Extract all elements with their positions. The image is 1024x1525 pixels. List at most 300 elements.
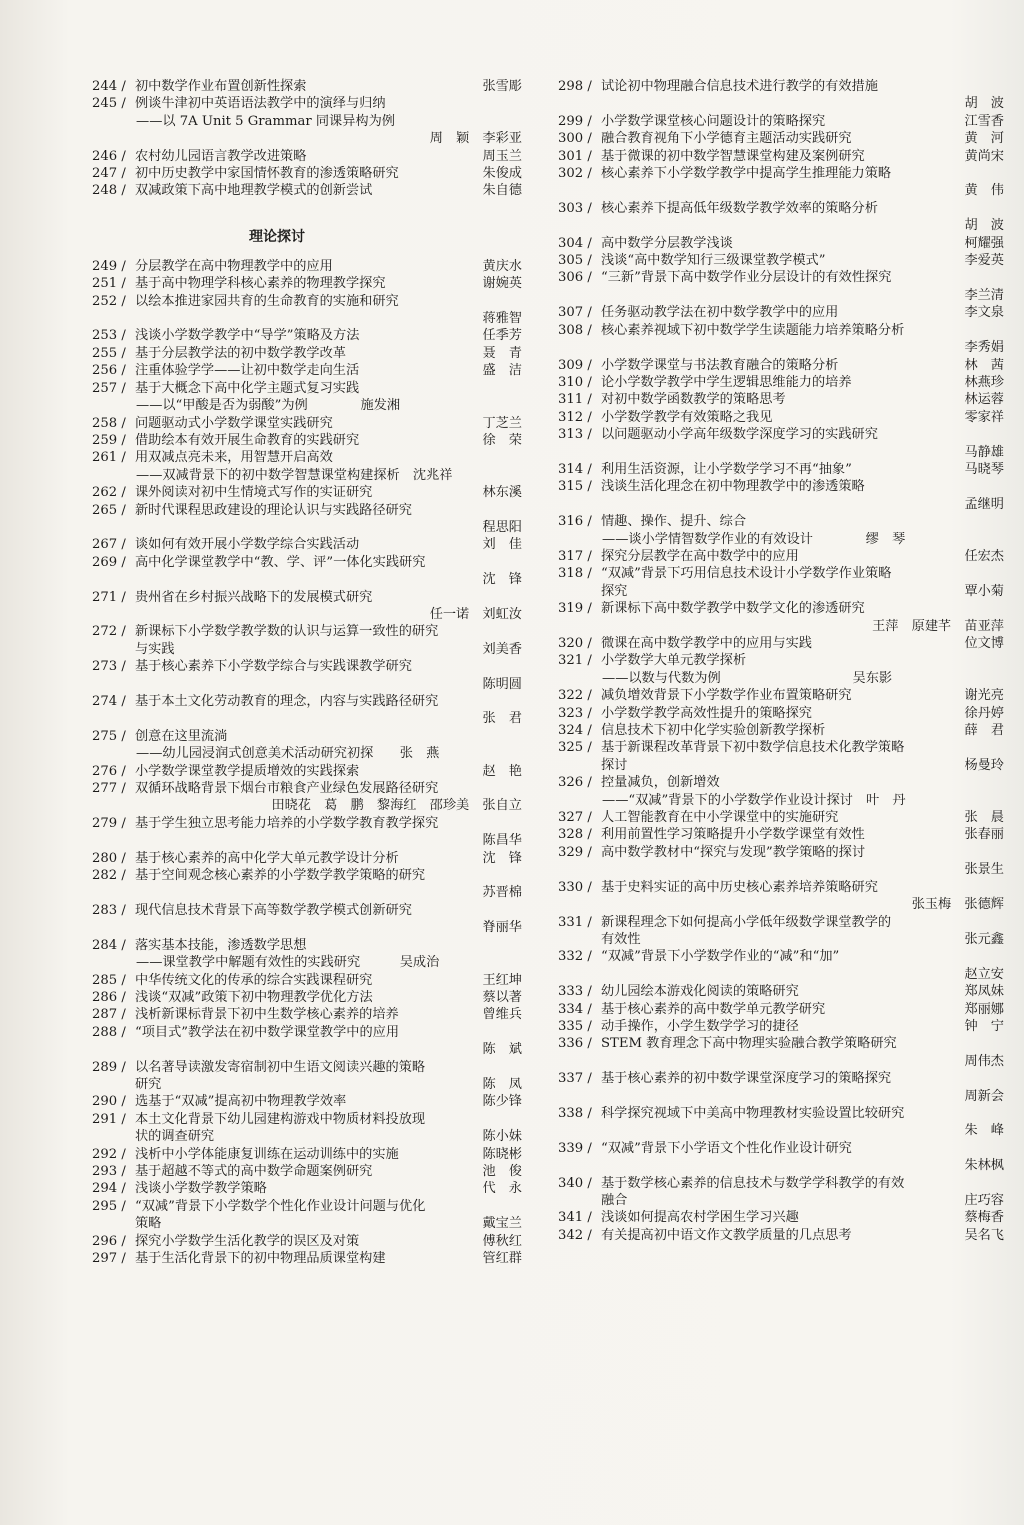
index-entry xyxy=(558,826,1004,843)
entry-title: 动手操作，小学生数学学习的捷径 xyxy=(601,1018,799,1034)
entry-number: 316 / xyxy=(558,514,592,530)
entry-row xyxy=(558,357,1004,374)
index-entry xyxy=(92,1180,522,1197)
entry-author: 朱林枫 xyxy=(964,1158,1004,1174)
entry-author: 江雪香 xyxy=(964,113,1004,129)
entry-title: 浅谈小学数学教学策略 xyxy=(135,1181,267,1197)
entry-number: 256 / xyxy=(92,363,126,379)
entry-author: 李秀娟 xyxy=(964,340,1004,356)
entry-author: 柯耀强 xyxy=(964,235,1004,251)
index-entry xyxy=(558,113,1004,130)
index-entry xyxy=(92,415,522,432)
entry-row xyxy=(558,722,1004,739)
entry-title: 贵州省在乡村振兴战略下的发展模式研究 xyxy=(135,589,373,605)
entry-author: 陈明圆 xyxy=(482,676,522,692)
entry-title: 选基于“双减”提高初中物理教学效率 xyxy=(135,1094,347,1110)
index-entry xyxy=(558,652,1004,687)
entry-number: 325 / xyxy=(558,740,592,756)
entry-author: 马晓琴 xyxy=(964,461,1004,477)
index-entry xyxy=(558,461,1004,478)
entry-row xyxy=(92,415,522,432)
index-entry xyxy=(92,1111,522,1146)
entry-title: 新时代课程思政建设的理论认识与实践路径研究 xyxy=(135,502,412,518)
entry-title: 以问题驱动小学高年级数学深度学习的实践研究 xyxy=(601,427,878,443)
entry-title: 基于空间观念核心素养的小学数学教学策略的研究 xyxy=(135,868,426,884)
entry-title: 探讨 xyxy=(601,757,628,773)
index-entry xyxy=(558,513,1004,548)
right-entries xyxy=(558,78,1004,1244)
entry-row xyxy=(558,1001,1004,1018)
entry-number: 282 / xyxy=(92,868,126,884)
entry-number: 272 / xyxy=(92,624,126,640)
entry-row xyxy=(92,165,522,182)
entry-title: 核心素养下提高低年级数学教学效率的策略分析 xyxy=(601,200,878,216)
entry-subtitle: ——谈小学情智数学作业的有效设计 缪 琴 xyxy=(602,531,906,547)
entry-number: 312 / xyxy=(558,409,592,425)
entry-title: 以绘本推进家园共育的生命教育的实施和研究 xyxy=(135,293,399,309)
entry-row xyxy=(558,983,1004,1000)
entry-row xyxy=(92,484,522,501)
entry-author: 苏晋棉 xyxy=(482,885,522,901)
entry-row xyxy=(92,380,522,397)
entry-title: 用双减点亮未来，用智慧开启高效 xyxy=(135,450,333,466)
entry-author: 代 永 xyxy=(482,1181,522,1197)
index-entry xyxy=(92,484,522,501)
entry-author: 张 君 xyxy=(482,711,522,727)
entry-row xyxy=(92,1093,522,1110)
entry-title: “双减”背景下巧用信息技术设计小学数学作业策略 xyxy=(601,566,892,582)
entry-title: 小学数学教学有效策略之我见 xyxy=(601,409,773,425)
entry-row xyxy=(558,426,1004,443)
entry-author: 傅秋红 xyxy=(482,1233,522,1249)
entry-author: 脊丽华 xyxy=(482,920,522,936)
entry-title: “项目式”教学法在初中数学课堂教学中的应用 xyxy=(135,1024,400,1040)
entry-author: 马静雄 xyxy=(964,444,1004,460)
index-entry xyxy=(92,623,522,658)
entry-title: 小学数学课堂核心问题设计的策略探究 xyxy=(601,113,826,129)
entry-number: 271 / xyxy=(92,589,126,605)
entry-title: 现代信息技术背景下高等数学教学模式创新研究 xyxy=(135,902,412,918)
entry-row xyxy=(92,1076,522,1093)
entry-author: 朱俊成 xyxy=(482,166,522,182)
entry-row xyxy=(558,1070,1004,1087)
entry-author: 周 颖 李彩亚 xyxy=(429,131,522,147)
entry-row xyxy=(558,565,1004,582)
index-entry xyxy=(558,391,1004,408)
entry-row xyxy=(558,374,1004,391)
entry-row xyxy=(92,1146,522,1163)
entry-title: 核心素养下小学数学教学中提高学生推理能力策略 xyxy=(601,166,892,182)
entry-title: 初中数学作业布置创新性探索 xyxy=(135,79,307,94)
index-entry xyxy=(92,658,522,693)
index-entry xyxy=(92,693,522,728)
entry-title: 双循环战略背景下烟台市粮食产业绿色发展路径研究 xyxy=(135,781,439,797)
entry-number: 302 / xyxy=(558,166,592,182)
entry-title: 探究 xyxy=(601,583,628,599)
entry-title: 初中历史教学中家国情怀教育的渗透策略研究 xyxy=(135,166,399,182)
entry-author: 杨曼玲 xyxy=(964,757,1004,773)
entry-row xyxy=(92,1006,522,1023)
entry-row xyxy=(92,293,522,310)
entry-author: 沈 锋 xyxy=(482,572,522,588)
entry-number: 289 / xyxy=(92,1059,126,1075)
entry-row xyxy=(558,931,1004,948)
entry-number: 329 / xyxy=(558,844,592,860)
index-entry xyxy=(92,380,522,415)
entry-author: 丁芝兰 xyxy=(482,415,522,431)
entry-author: 李爱英 xyxy=(964,253,1004,269)
entry-title: 基于大概念下高中化学主题式复习实践 xyxy=(135,380,360,396)
entry-row xyxy=(92,182,522,199)
entry-number: 301 / xyxy=(558,148,592,164)
entry-title: 探究分层教学在高中数学中的应用 xyxy=(601,548,799,564)
entry-number: 306 / xyxy=(558,270,592,286)
entry-row xyxy=(558,478,1004,495)
index-entry xyxy=(92,972,522,989)
entry-number: 252 / xyxy=(92,293,126,309)
index-entry xyxy=(92,148,522,165)
entry-number: 287 / xyxy=(92,1007,126,1023)
entry-number: 311 / xyxy=(558,392,592,408)
section-title: 理论探讨 xyxy=(249,228,305,245)
entry-row xyxy=(558,235,1004,252)
entry-author: 管红群 xyxy=(482,1251,522,1266)
entry-title: 浅谈“双减”政策下初中物理教学优化方法 xyxy=(135,989,373,1005)
entry-title: 基于分层教学法的初中数学教学改革 xyxy=(135,345,346,361)
entry-title: “双减”背景下小学数学个性化作业设计问题与优化 xyxy=(135,1198,426,1214)
entry-row xyxy=(92,658,522,675)
entry-author: 陈 凤 xyxy=(482,1076,522,1092)
entry-row xyxy=(558,600,1004,617)
entry-row xyxy=(92,95,522,112)
entry-number: 340 / xyxy=(558,1175,592,1191)
index-entry xyxy=(92,345,522,362)
entry-author: 林东溪 xyxy=(482,485,522,501)
entry-title: 浅谈小学数学教学中“导学”策略及方法 xyxy=(135,328,360,344)
entry-row xyxy=(92,1024,522,1041)
index-entry xyxy=(92,989,522,1006)
entry-number: 309 / xyxy=(558,357,592,373)
index-entry xyxy=(558,304,1004,321)
entry-number: 284 / xyxy=(92,937,126,953)
index-entry xyxy=(558,269,1004,304)
entry-number: 333 / xyxy=(558,984,592,1000)
entry-number: 315 / xyxy=(558,479,592,495)
entry-title: 情趣、操作、提升、综合 xyxy=(601,514,747,530)
entry-row xyxy=(558,322,1004,339)
entry-row xyxy=(558,809,1004,826)
entry-row xyxy=(92,327,522,344)
entry-row xyxy=(92,502,522,519)
index-entry xyxy=(558,1018,1004,1035)
entry-number: 318 / xyxy=(558,566,592,582)
entry-subtitle: ——课堂教学中解题有效性的实践研究 吴成治 xyxy=(136,955,440,971)
entry-number: 307 / xyxy=(558,305,592,321)
entry-number: 293 / xyxy=(92,1163,126,1179)
entry-title: 状的调查研究 xyxy=(135,1129,215,1145)
entry-author: 沈 锋 xyxy=(482,850,522,866)
entry-author: 零家祥 xyxy=(964,409,1004,425)
entry-subtitle: ——“双减”背景下的小学数学作业设计探讨 叶 丹 xyxy=(602,792,906,808)
index-entry xyxy=(92,362,522,379)
entry-author: 张景生 xyxy=(964,862,1004,878)
index-entry xyxy=(558,322,1004,357)
entry-author: 盛 洁 xyxy=(482,363,522,379)
entry-title: 融合教育视角下小学德育主题活动实践研究 xyxy=(601,131,852,147)
entry-number: 280 / xyxy=(92,850,126,866)
index-entry xyxy=(92,815,522,850)
entry-number: 297 / xyxy=(92,1251,126,1266)
entry-title: 基于本土文化劳动教育的理念，内容与实践路径研究 xyxy=(135,694,439,709)
entry-number: 324 / xyxy=(558,723,592,739)
entry-row xyxy=(558,113,1004,130)
entry-author: 谢婉英 xyxy=(482,276,522,292)
entry-author: 吴名飞 xyxy=(964,1227,1004,1243)
entry-number: 317 / xyxy=(558,548,592,564)
entry-author: 张雪彫 xyxy=(482,79,522,94)
entry-title: 试论初中物理融合信息技术进行教学的有效措施 xyxy=(601,79,878,94)
index-entry xyxy=(92,536,522,553)
entry-row xyxy=(558,826,1004,843)
entry-row xyxy=(92,763,522,780)
entry-title: 浅谈“高中数学知行三级课堂教学模式” xyxy=(601,253,826,269)
entry-author: 钟 宁 xyxy=(964,1018,1004,1034)
index-entry xyxy=(92,1059,522,1094)
entry-row xyxy=(558,1192,1004,1209)
index-entry xyxy=(92,780,522,815)
entry-number: 286 / xyxy=(92,989,126,1005)
entry-row xyxy=(92,989,522,1006)
entry-author: 聂 青 xyxy=(482,345,522,361)
entry-title: 任务驱动教学法在初中数学教学中的应用 xyxy=(601,305,839,321)
entry-author: 张春丽 xyxy=(964,827,1004,843)
entry-title: 小学数学大单元教学探析 xyxy=(601,653,747,669)
index-entry xyxy=(558,426,1004,461)
entry-row xyxy=(92,1198,522,1215)
index-entry xyxy=(558,357,1004,374)
index-entry xyxy=(92,867,522,902)
entry-row xyxy=(558,583,1004,600)
entry-row xyxy=(558,78,1004,95)
entry-title: 有关提高初中语文作文教学质量的几点思考 xyxy=(601,1227,852,1243)
entry-number: 249 / xyxy=(92,258,126,274)
index-entry xyxy=(92,258,522,275)
entry-number: 341 / xyxy=(558,1210,592,1226)
entry-author: 陈少锋 xyxy=(482,1094,522,1110)
entry-number: 294 / xyxy=(92,1181,126,1197)
entry-title: 信息技术下初中化学实验创新教学探析 xyxy=(601,723,826,739)
index-entry xyxy=(92,1233,522,1250)
entry-author: 陈昌华 xyxy=(482,833,522,849)
index-entry xyxy=(558,705,1004,722)
entry-author: 谢光亮 xyxy=(964,688,1004,704)
index-entry xyxy=(92,1163,522,1180)
entry-title: 基于史料实证的高中历史核心素养培养策略研究 xyxy=(601,879,878,895)
entry-number: 288 / xyxy=(92,1024,126,1040)
index-entry xyxy=(558,200,1004,235)
index-entry xyxy=(92,1146,522,1163)
entry-title: 浅谈如何提高农村学困生学习兴趣 xyxy=(601,1210,799,1226)
entry-row xyxy=(558,548,1004,565)
index-entry xyxy=(558,983,1004,1000)
index-entry xyxy=(558,1227,1004,1244)
entry-author: 赵立安 xyxy=(964,966,1004,982)
entry-row xyxy=(558,774,1004,791)
entry-title: 论小学数学教学中学生逻辑思维能力的培养 xyxy=(601,374,852,390)
entry-author: 曾维兵 xyxy=(482,1007,522,1023)
entry-title: 探究小学数学生活化教学的误区及对策 xyxy=(135,1233,360,1249)
index-entry xyxy=(558,478,1004,513)
entry-title: “双减”背景下小学语文个性化作业设计研究 xyxy=(601,1140,852,1156)
entry-author: 黄尚宋 xyxy=(964,148,1004,164)
entry-row xyxy=(92,1163,522,1180)
index-entry xyxy=(92,95,522,147)
entry-row xyxy=(558,148,1004,165)
entry-title: 浅析新课标背景下初中生数学核心素养的培养 xyxy=(135,1007,399,1023)
entry-row xyxy=(558,1140,1004,1157)
entry-number: 262 / xyxy=(92,485,126,501)
entry-number: 247 / xyxy=(92,166,126,182)
index-entry xyxy=(558,409,1004,426)
entry-number: 303 / xyxy=(558,200,592,216)
entry-number: 261 / xyxy=(92,450,126,466)
entry-number: 244 / xyxy=(92,79,126,94)
entry-author: 张元鑫 xyxy=(964,931,1004,947)
left-column xyxy=(92,78,522,1267)
entry-author: 林 茜 xyxy=(964,357,1004,373)
entry-row xyxy=(558,304,1004,321)
entry-author: 覃小菊 xyxy=(964,583,1004,599)
entry-author: 黄 伟 xyxy=(964,183,1004,199)
index-entry xyxy=(92,554,522,589)
entry-title: 基于核心素养的初中数学课堂深度学习的策略探究 xyxy=(601,1071,892,1087)
entry-number: 300 / xyxy=(558,131,592,147)
entry-title: 减负增效背景下小学数学作业布置策略研究 xyxy=(601,688,852,704)
index-entry xyxy=(558,914,1004,949)
entry-title: 新课标下高中数学教学中数学文化的渗透研究 xyxy=(601,601,865,617)
entry-number: 323 / xyxy=(558,705,592,721)
entry-author: 王萍 原建芊 苗亚萍 xyxy=(872,618,1004,634)
entry-row xyxy=(558,739,1004,756)
entry-number: 251 / xyxy=(92,276,126,292)
entry-subtitle: ——以 7A Unit 5 Grammar 同课异构为例 xyxy=(136,113,395,129)
entry-title: 人工智能教育在中小学课堂中的实施研究 xyxy=(601,810,839,826)
index-entry xyxy=(92,78,522,95)
entry-title: 新课程理念下如何提高小学低年级数学课堂教学的 xyxy=(601,914,892,930)
entry-author: 任宏杰 xyxy=(964,548,1004,564)
entry-title: 分层教学在高中物理教学中的应用 xyxy=(135,258,333,274)
index-entry xyxy=(558,1105,1004,1140)
entry-title: 高中数学分层教学浅谈 xyxy=(601,235,733,251)
entry-author: 池 俊 xyxy=(482,1163,522,1179)
entry-author: 郑丽娜 xyxy=(964,1001,1004,1017)
entry-author: 林燕珍 xyxy=(964,374,1004,390)
entry-title: 对初中数学函数教学的策略思考 xyxy=(601,392,786,408)
index-entry xyxy=(558,879,1004,914)
entry-title: 融合 xyxy=(601,1193,628,1208)
entry-row xyxy=(92,536,522,553)
entry-title: 利用生活资源，让小学数学学习不再“抽象” xyxy=(601,461,852,477)
entry-row xyxy=(558,914,1004,931)
entry-row xyxy=(92,623,522,640)
entry-number: 327 / xyxy=(558,810,592,826)
entry-number: 320 / xyxy=(558,636,592,651)
entry-author: 徐丹婷 xyxy=(964,705,1004,721)
entry-title: 高中化学课堂教学中“教、学、评”一体化实践研究 xyxy=(135,554,426,570)
entry-number: 292 / xyxy=(92,1146,126,1162)
entry-row xyxy=(92,850,522,867)
entry-title: 基于数学核心素养的信息技术与数学学科教学的有效 xyxy=(601,1175,905,1191)
entry-author: 蒋雅智 xyxy=(482,311,522,327)
entry-author: 徐 荣 xyxy=(482,432,522,448)
index-entry xyxy=(92,502,522,537)
entry-title: 基于学生独立思考能力培养的小学数学教育教学探究 xyxy=(135,815,439,831)
index-entry xyxy=(558,148,1004,165)
entry-row xyxy=(92,148,522,165)
entry-row xyxy=(558,269,1004,286)
entry-title: 新课标下小学数学教学数的认识与运算一致性的研究 xyxy=(135,624,439,640)
index-entry xyxy=(558,1001,1004,1018)
entry-row xyxy=(558,1175,1004,1192)
index-entry xyxy=(558,1140,1004,1175)
entry-number: 273 / xyxy=(92,659,126,675)
index-entry xyxy=(558,252,1004,269)
right-column xyxy=(558,78,1004,1244)
index-entry xyxy=(92,589,522,624)
entry-author: 黄 河 xyxy=(964,131,1004,147)
index-entry xyxy=(558,948,1004,983)
entry-number: 321 / xyxy=(558,653,592,669)
entry-title: 基于新课程改革背景下初中数学信息技术化教学策略 xyxy=(601,740,905,756)
entry-title: 有效性 xyxy=(601,931,641,947)
entry-title: 双减政策下高中地理教学模式的创新尝试 xyxy=(135,183,373,199)
entry-number: 258 / xyxy=(92,415,126,431)
entry-row xyxy=(558,1227,1004,1244)
entry-title: 科学探究视域下中美高中物理教材实验设置比较研究 xyxy=(601,1105,905,1121)
entry-number: 275 / xyxy=(92,728,126,744)
index-entry xyxy=(558,722,1004,739)
left-top-entries xyxy=(92,78,522,200)
entry-number: 253 / xyxy=(92,328,126,344)
entry-author: 刘美香 xyxy=(482,641,522,657)
entry-title: 策略 xyxy=(135,1216,162,1232)
index-entry xyxy=(92,449,522,484)
entry-title: 微课在高中数学教学中的应用与实践 xyxy=(601,636,812,651)
entry-row xyxy=(558,391,1004,408)
entry-number: 255 / xyxy=(92,345,126,361)
entry-row xyxy=(558,461,1004,478)
entry-author: 李兰清 xyxy=(964,287,1004,303)
entry-row xyxy=(92,432,522,449)
entry-title: 例谈牛津初中英语语法教学中的演绎与归纳 xyxy=(135,96,386,112)
entry-number: 265 / xyxy=(92,502,126,518)
entry-row xyxy=(558,1035,1004,1052)
entry-number: 279 / xyxy=(92,815,126,831)
entry-number: 245 / xyxy=(92,96,126,112)
index-entry xyxy=(92,1006,522,1023)
entry-author: 赵 艳 xyxy=(482,763,522,779)
entry-author: 田晓花 葛 鹏 黎海红 邵珍美 张自立 xyxy=(271,798,522,814)
entry-author: 蔡梅香 xyxy=(964,1210,1004,1226)
entry-title: 浅谈生活化理念在初中物理教学中的渗透策略 xyxy=(601,479,865,495)
entry-author: 王红坤 xyxy=(482,972,522,988)
entry-number: 296 / xyxy=(92,1233,126,1249)
entry-title: 高中数学教材中“探究与发现”教学策略的探讨 xyxy=(601,844,866,860)
entry-title: 基于核心素养下小学数学综合与实践课教学研究 xyxy=(135,659,412,675)
index-entry xyxy=(558,600,1004,635)
entry-row xyxy=(92,1250,522,1267)
entry-row xyxy=(92,867,522,884)
